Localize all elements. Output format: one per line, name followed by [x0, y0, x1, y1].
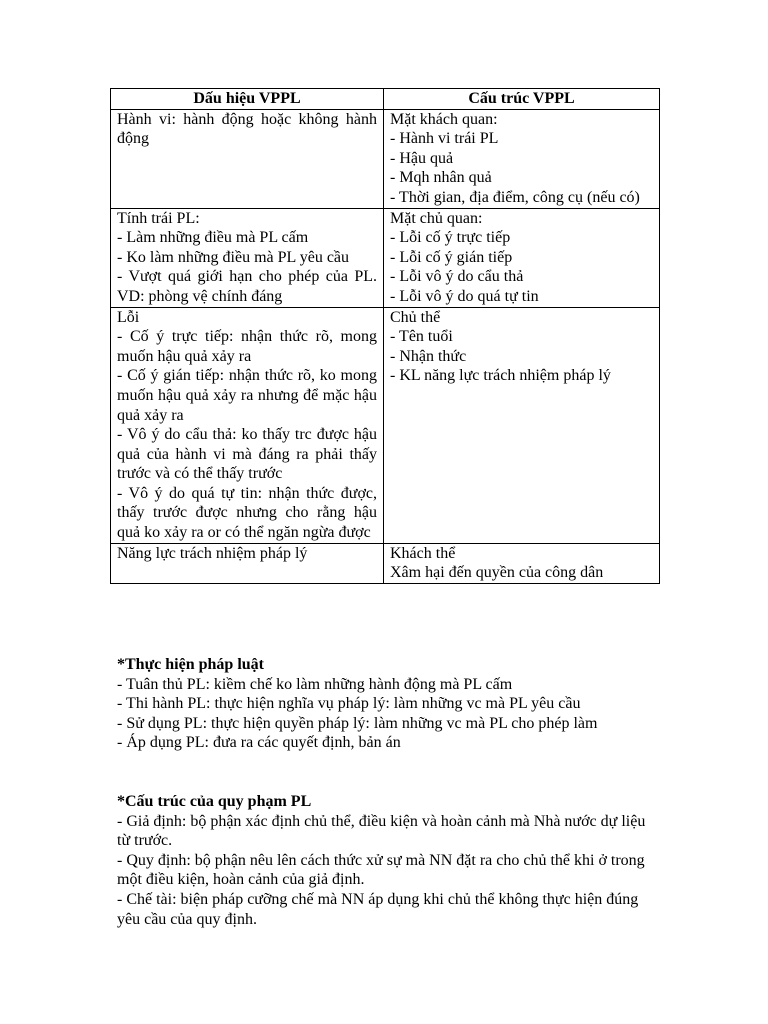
table-row — [111, 543, 660, 583]
cell-chu-the — [384, 307, 660, 543]
cell-line: Khách thể — [390, 544, 456, 562]
cell-nang-luc — [111, 543, 384, 583]
cell-line: - Cố ý gián tiếp: nhận thức rõ, ko mong muốn hậu quả xảy ra nhưng để mặc hậu quả xảy ra — [117, 367, 377, 424]
cell-line: - Lỗi cố ý gián tiếp — [390, 248, 513, 266]
cell-line: - Mqh nhân quả — [390, 169, 492, 187]
list-item: - Giả định: bộ phận xác định chủ thể, điều kiện và hoàn cảnh mà Nhà nước dự liệu từ trước. — [117, 812, 646, 850]
section-heading: *Cấu trúc của quy phạm PL — [117, 793, 312, 810]
cell-tinh-trai-pl — [111, 208, 384, 307]
cell-mat-chu-quan — [384, 208, 660, 307]
cell-line: - Hậu quả — [390, 149, 454, 167]
cell-loi — [111, 307, 384, 543]
cell-line: Xâm hại đến quyền của công dân — [390, 564, 604, 582]
cell-line: - Tên tuổi — [390, 328, 453, 346]
cell-mat-khach-quan — [384, 109, 660, 208]
cell-line: Chủ thể — [390, 308, 441, 326]
cell-line: - Hành vi trái PL — [390, 130, 499, 148]
cell-line: Mặt chủ quan: — [390, 209, 483, 227]
list-item: - Tuân thủ PL: kiềm chế ko làm những hành động mà PL cấm — [117, 675, 513, 693]
cell-line: - Vô ý do quá tự tin: nhận thức được, thấy trước được nhưng cho rằng hậu quả ko xảy ra or có thể ngăn ngừa được — [117, 484, 377, 542]
cell-khach-the — [384, 543, 660, 583]
section-thuc-hien-phap-luat — [117, 655, 662, 753]
table-header-row — [111, 89, 660, 110]
cell-line: - Vượt quá giới hạn cho phép của PL. VD: phòng vệ chính đáng — [117, 268, 377, 305]
list-item: - Chế tài: biện pháp cưỡng chế mà NN áp dụng khi chủ thể không thực hiện đúng yêu cầu của quy định. — [117, 890, 639, 928]
header-dau-hieu-vppl: Dấu hiệu VPPL — [111, 89, 384, 110]
cell-line: - Lỗi cố ý trực tiếp — [390, 229, 511, 247]
list-item: - Sử dụng PL: thực hiện quyền pháp lý: làm những vc mà PL cho phép làm — [117, 714, 598, 732]
cell-line: - Làm những điều mà PL cấm — [117, 229, 309, 247]
cell-line: Mặt khách quan: — [390, 110, 498, 128]
table-row — [111, 109, 660, 208]
cell-line: - Cố ý trực tiếp: nhận thức rõ, mong muốn hậu quả xảy ra — [117, 328, 377, 365]
cell-line: Lỗi — [117, 308, 140, 326]
cell-line: - Lỗi vô ý do quá tự tin — [390, 287, 539, 305]
cell-line: - Lỗi vô ý do cẩu thả — [390, 268, 524, 286]
cell-line: Tính trái PL: — [117, 209, 200, 227]
cell-line: Năng lực trách nhiệm pháp lý — [117, 544, 308, 562]
cell-line: - Vô ý do cẩu thả: ko thấy trc được hậu quả của hành vi mà đáng ra phải thấy trước và có thể thấy trước — [117, 426, 377, 483]
cell-hanh-vi — [111, 109, 384, 208]
table-row — [111, 208, 660, 307]
cell-line: - Nhận thức — [390, 347, 467, 365]
list-item: - Thi hành PL: thực hiện nghĩa vụ pháp lý: làm những vc mà PL yêu cầu — [117, 695, 581, 713]
list-item: - Quy định: bộ phận nêu lên cách thức xử sự mà NN đặt ra cho chủ thể khi ở trong một điều kiện, hoàn cảnh của giả định. — [117, 851, 645, 889]
cell-line: Hành vi: hành động hoặc không hành động — [117, 110, 377, 148]
cell-line: - Thời gian, địa điểm, công cụ (nếu có) — [390, 188, 640, 206]
header-cau-truc-vppl: Cấu trúc VPPL — [384, 89, 660, 110]
section-heading: *Thực hiện pháp luật — [117, 656, 264, 673]
cell-line: - Ko làm những điều mà PL yêu cầu — [117, 248, 350, 266]
cell-line: - KL năng lực trách nhiệm pháp lý — [390, 367, 611, 385]
vppl-table — [110, 88, 660, 584]
table-row — [111, 307, 660, 543]
section-cau-truc-quy-pham — [117, 792, 662, 929]
list-item: - Áp dụng PL: đưa ra các quyết định, bản án — [117, 734, 401, 752]
